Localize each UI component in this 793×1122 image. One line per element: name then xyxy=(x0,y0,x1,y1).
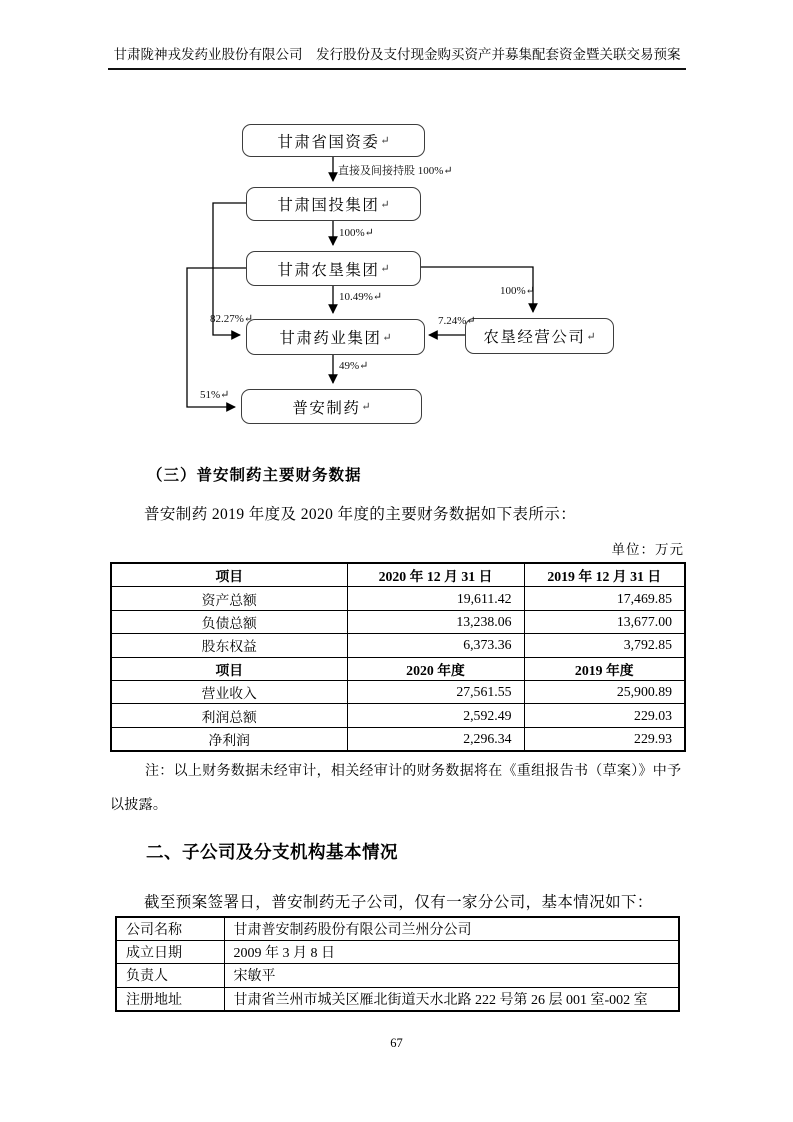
edge-label-10-49pct: 10.49%↵ xyxy=(339,291,383,303)
edge-label-49pct: 49%↵ xyxy=(339,360,369,372)
edge-label-direct-indirect-100pct: 直接及间接持股 100%↵ xyxy=(338,165,453,177)
table-cell: 利润总额 xyxy=(111,704,347,727)
edge-label-100pct-right: 100%↵ xyxy=(500,285,535,297)
table-row xyxy=(111,727,685,751)
table-row xyxy=(111,680,685,703)
table-cell: 13,238.06 xyxy=(347,610,524,633)
arrow-nongken-to-puan xyxy=(187,268,246,407)
org-node-label: 农垦经营公司 xyxy=(483,329,586,346)
paragraph-return-mark: ↵ xyxy=(380,263,390,275)
table-cell: 成立日期 xyxy=(116,941,224,964)
table-row xyxy=(111,587,685,610)
org-node-nongken-group xyxy=(246,251,421,286)
section-heading-subsidiaries: 二、子公司及分支机构基本情况 xyxy=(146,842,398,862)
table-footnote-line2: 以披露。 xyxy=(110,798,168,813)
table-row xyxy=(116,987,679,1011)
section-heading-financial-data: （三）普安制药主要财务数据 xyxy=(147,467,362,484)
paragraph-return-mark: ↵ xyxy=(380,135,390,147)
financial-data-table-grid xyxy=(110,562,686,752)
table-cell: 229.03 xyxy=(524,704,685,727)
edge-label-51pct: 51%↵ xyxy=(200,389,230,401)
table-cell: 公司名称 xyxy=(116,917,224,941)
table-cell: 项目 xyxy=(111,657,347,680)
table-cell: 2020 年度 xyxy=(347,657,524,680)
org-node-label: 甘肃农垦集团 xyxy=(277,261,380,279)
table-header-row xyxy=(111,563,685,587)
financial-data-intro-paragraph: 普安制药 2019 年度及 2020 年度的主要财务数据如下表所示： xyxy=(144,506,577,523)
table-cell: 负责人 xyxy=(116,964,224,987)
edge-label-7-24pct: 7.24%↵ xyxy=(438,315,476,327)
table-cell: 负债总额 xyxy=(111,610,347,633)
org-node-label: 甘肃药业集团 xyxy=(279,330,382,347)
edge-label-100pct: 100%↵ xyxy=(339,227,374,239)
financial-data-table xyxy=(110,562,686,752)
table-cell: 项目 xyxy=(111,563,347,587)
org-node-guotou-group xyxy=(246,187,421,221)
table-cell: 甘肃普安制药股份有限公司兰州分公司 xyxy=(224,917,679,941)
table-cell: 宋敏平 xyxy=(224,964,679,987)
paragraph-return-mark: ↵ xyxy=(361,401,371,413)
table-cell: 25,900.89 xyxy=(524,680,685,703)
table-cell: 注册地址 xyxy=(116,987,224,1011)
table-cell: 2019 年 12 月 31 日 xyxy=(524,563,685,587)
org-node-nongken-operating xyxy=(465,318,614,354)
table-cell: 营业收入 xyxy=(111,680,347,703)
paragraph-return-mark: ↵ xyxy=(586,330,596,343)
table-row xyxy=(111,634,685,657)
subsidiaries-intro-paragraph: 截至预案签署日，普安制药无子公司，仅有一家分公司，基本情况如下： xyxy=(144,894,653,911)
table-row xyxy=(116,917,679,941)
table-cell: 2,592.49 xyxy=(347,704,524,727)
org-node-gansu-sasac xyxy=(242,124,425,157)
table-footnote-line1: 注：以上财务数据未经审计，相关经审计的财务数据将在《重组报告书（草案）》中予 xyxy=(145,764,682,779)
page-number: 67 xyxy=(390,1036,403,1050)
paragraph-return-mark: ↵ xyxy=(382,331,392,344)
table-cell: 2,296.34 xyxy=(347,727,524,751)
table-cell: 股东权益 xyxy=(111,634,347,657)
table-cell: 2019 年度 xyxy=(524,657,685,680)
table-cell: 2009 年 3 月 8 日 xyxy=(224,941,679,964)
table-cell: 甘肃省兰州市城关区雁北街道天水北路 222 号第 26 层 001 室-002 室 xyxy=(224,987,679,1011)
table-cell: 17,469.85 xyxy=(524,587,685,610)
branch-info-table-grid xyxy=(115,916,680,1012)
table-cell: 19,611.42 xyxy=(347,587,524,610)
table-cell: 净利润 xyxy=(111,727,347,751)
org-node-puan-pharma xyxy=(241,389,422,424)
edge-label-82-27pct: 82.27%↵ xyxy=(210,313,254,325)
table-cell: 3,792.85 xyxy=(524,634,685,657)
org-node-label: 甘肃国投集团 xyxy=(277,197,380,214)
org-node-label: 普安制药 xyxy=(292,399,361,417)
table-cell: 27,561.55 xyxy=(347,680,524,703)
table-cell: 13,677.00 xyxy=(524,610,685,633)
table-cell: 6,373.36 xyxy=(347,634,524,657)
table-cell: 2020 年 12 月 31 日 xyxy=(347,563,524,587)
table-cell: 229.93 xyxy=(524,727,685,751)
org-node-pharma-group xyxy=(246,319,425,355)
document-header-title: 甘肃陇神戎发药业股份有限公司 发行股份及支付现金购买资产并募集配套资金暨关联交易预案 xyxy=(108,46,686,70)
table-cell: 资产总额 xyxy=(111,587,347,610)
branch-info-table xyxy=(115,916,680,1012)
org-node-label: 甘肃省国资委 xyxy=(277,133,380,151)
table-row xyxy=(111,704,685,727)
table-header-row xyxy=(111,657,685,680)
table-row xyxy=(116,941,679,964)
paragraph-return-mark: ↵ xyxy=(380,198,390,211)
table-row xyxy=(116,964,679,987)
table-unit-label: 单位：万元 xyxy=(611,542,684,557)
table-row xyxy=(111,610,685,633)
